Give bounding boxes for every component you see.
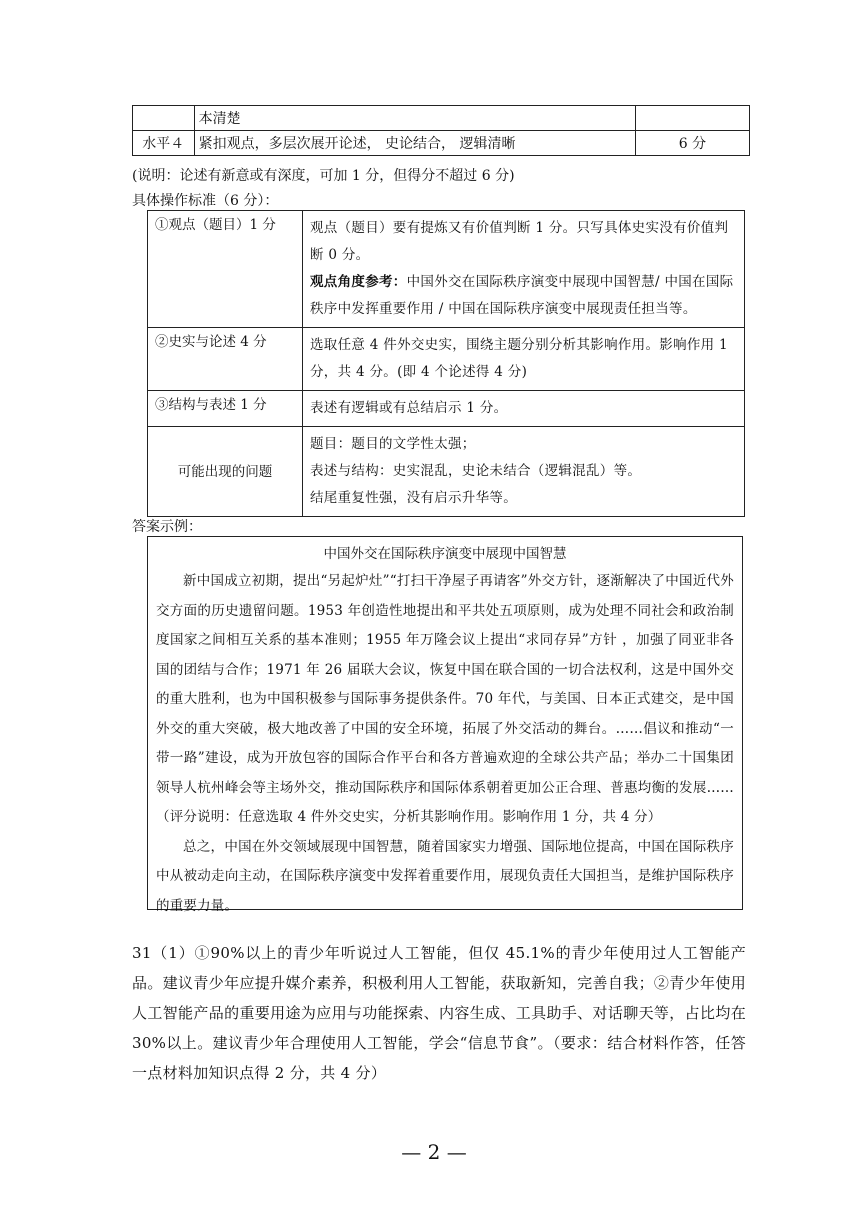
answer-paragraph: 总之，中国在外交领域展现中国智慧，随着国家实力增强、国际地位提高，中国在国际秩序中从被动走向主动，在国际秩序演变中发挥着重要作用，展现负责任大国担当，是维护国际秩序的重要力量。 [156,838,734,914]
criteria-value [303,427,745,517]
table-row [148,427,745,517]
score-cell [635,106,749,131]
reference-line [310,269,737,323]
page-number: — 2 — [401,1140,467,1164]
scoring-level-table [132,105,750,156]
table-row [133,106,750,131]
problem-line: 表述与结构：史实混乱，史论未结合（逻辑混乱）等。 [310,463,642,479]
answer-heading: 答案示例： [132,519,202,535]
answer-title: 中国外交在国际秩序演变中展现中国智慧 [323,546,567,562]
table-row [148,328,745,391]
table-row [148,391,745,427]
criteria-key: ①观点（题目）1 分 [148,211,303,328]
table-row [133,131,750,156]
level-cell: 水平４ [133,131,195,156]
criteria-value: 选取任意 4 件外交史实，围绕主题分别分析其影响作用。影响作用 1 分，共 4 分。(即 4 个论述得 4 分) [303,328,745,391]
description-cell: 紧扣观点，多层次展开论述， 史论结合， 逻辑清晰 [194,131,635,156]
criteria-key: ②史实与论述 4 分 [148,328,303,391]
criteria-table [147,210,745,517]
problem-line: 题目：题目的文学性太强； [310,436,476,452]
criteria-value [303,211,745,328]
criteria-key: ③结构与表述 1 分 [148,391,303,427]
score-cell: 6 分 [635,131,749,156]
problem-line: 结尾重复性强，没有启示升华等。 [310,490,517,506]
description-cell: 本清楚 [194,106,635,131]
level-cell [133,106,195,131]
answer-paragraph: 新中国成立初期，提出“另起炉灶”“打扫干净屋子再请客”外交方针，逐渐解决了中国近代外交方面的历史遗留问题。1953 年创造性地提出和平共处五项原则，成为处理不同社会和政治制度国家之间相互关系的基本准则；1955 年万隆会议上提出“求同存异”方针 ，加强了同亚非各国的团结与合作；1971 年 26 届联大会议，恢复中国在联合国的一切合法权利，这是中国外交的重大胜利，也为中国积极参与国际事务提供条件。70 年代，与美国、日本正式建交，是中国外交的重大突破，极大地改善了中国的安全环境，拓展了外交活动的舞台。……倡议和推动“一带一路”建设，成为开放包容的国际合作平台和各方普遍欢迎的全球公共产品；举办二十国集团领导人杭州峰会等主场外交，推动国际秩序和国际体系朝着更加公正合理、普惠均衡的发展……（评分说明：任意选取 4 件外交史实，分析其影响作用。影响作用 1 分，共 4 分） [156,573,734,825]
answer-example-box [147,536,743,914]
scoring-note: (说明：论述有新意或有深度，可加 1 分，但得分不超过 6 分) [132,168,515,184]
reference-text: 中国外交在国际秩序演变中展现中国智慧/ 中国在国际秩序中发挥重要作用 / 中国在国际秩序演变中展现责任担当等。 [310,274,734,317]
table-row [148,211,745,328]
reference-label: 观点角度参考： [310,274,407,290]
criteria-key: 可能出现的问题 [148,427,303,517]
criteria-value: 表述有逻辑或有总结启示 1 分。 [303,391,745,427]
criteria-text: 观点（题目）要有提炼又有价值判断 1 分。只写具体史实没有价值判断 0 分。 [310,220,729,263]
question-31-answer: 31（1）①90%以上的青少年听说过人工智能，但仅 45.1%的青少年使用过人工智能产品。建议青少年应提升媒介素养，积极利用人工智能，获取新知，完善自我；②青少年使用人工智能产品的重要用途为应用与功能探索、内容生成、工具助手、对话聊天等，占比均在 30%以上。建议青少年合理使用人工智能，学会“信息节食”。（要求：结合材料作答，任答一点材料加知识点得 2 分，共 4 分） [132,944,746,1082]
criteria-heading: 具体操作标准（6 分）： [132,193,279,209]
